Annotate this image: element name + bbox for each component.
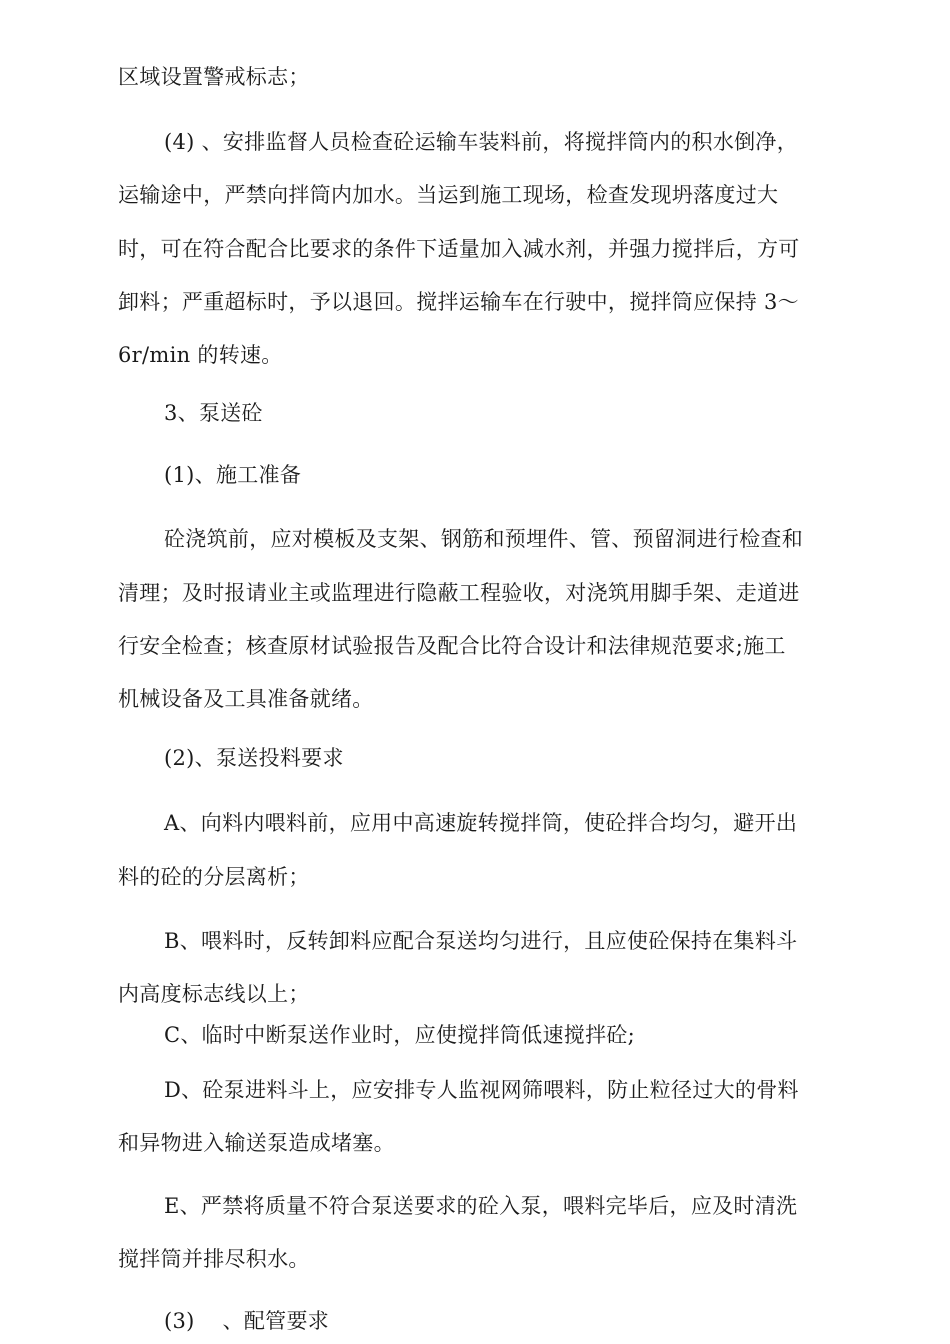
text-line: 区域设置警戒标志； xyxy=(118,65,310,89)
text-line: 时，可在符合配合比要求的条件下适量加入减水剂，并强力搅拌后，方可 xyxy=(118,237,800,261)
text-line: 内高度标志线以上； xyxy=(118,982,310,1006)
text-line: 6r/min 的转速。 xyxy=(118,343,283,367)
text-line: 砼浇筑前，应对模板及支架、钢筋和预埋件、管、预留洞进行检查和 xyxy=(164,527,803,551)
text-line: B、喂料时，反转卸料应配合泵送均匀进行，且应使砼保持在集料斗 xyxy=(164,929,798,953)
text-line: 卸料；严重超标时，予以退回。搅拌运输车在行驶中，搅拌筒应保持 3〜 xyxy=(118,290,799,314)
text-line: 机械设备及工具准备就绪。 xyxy=(118,687,374,711)
text-line: A、向料内喂料前，应用中高速旋转搅拌筒，使砼拌合均匀，避开出 xyxy=(164,811,798,835)
subsection-heading: (3) 、配管要求 xyxy=(164,1309,330,1333)
subsection-heading: (1)、施工准备 xyxy=(164,463,302,487)
text-line: 搅拌筒并排尽积水。 xyxy=(118,1247,310,1271)
text-line: 运输途中，严禁向拌筒内加水。当运到施工现场，检查发现坍落度过大 xyxy=(118,183,779,207)
subsection-heading: (2)、泵送投料要求 xyxy=(164,746,344,770)
text-line: E、严禁将质量不符合泵送要求的砼入泵，喂料完毕后，应及时清洗 xyxy=(164,1194,798,1218)
text-line: C、临时中断泵送作业时，应使搅拌筒低速搅拌砼; xyxy=(164,1023,636,1047)
section-heading: 3、泵送砼 xyxy=(164,401,263,425)
text-line: (4) 、安排监督人员检查砼运输车装料前，将搅拌筒内的积水倒净， xyxy=(164,130,799,154)
text-line: 和异物进入输送泵造成堵塞。 xyxy=(118,1131,395,1155)
text-line: 料的砼的分层离析； xyxy=(118,865,310,889)
text-line: D、砼泵进料斗上，应安排专人监视网筛喂料，防止粒径过大的骨料 xyxy=(164,1078,799,1102)
text-line: 行安全检查；核查原材试验报告及配合比符合设计和法律规范要求;施工 xyxy=(118,634,786,658)
text-line: 清理；及时报请业主或监理进行隐蔽工程验收，对浇筑用脚手架、走道进 xyxy=(118,581,800,605)
